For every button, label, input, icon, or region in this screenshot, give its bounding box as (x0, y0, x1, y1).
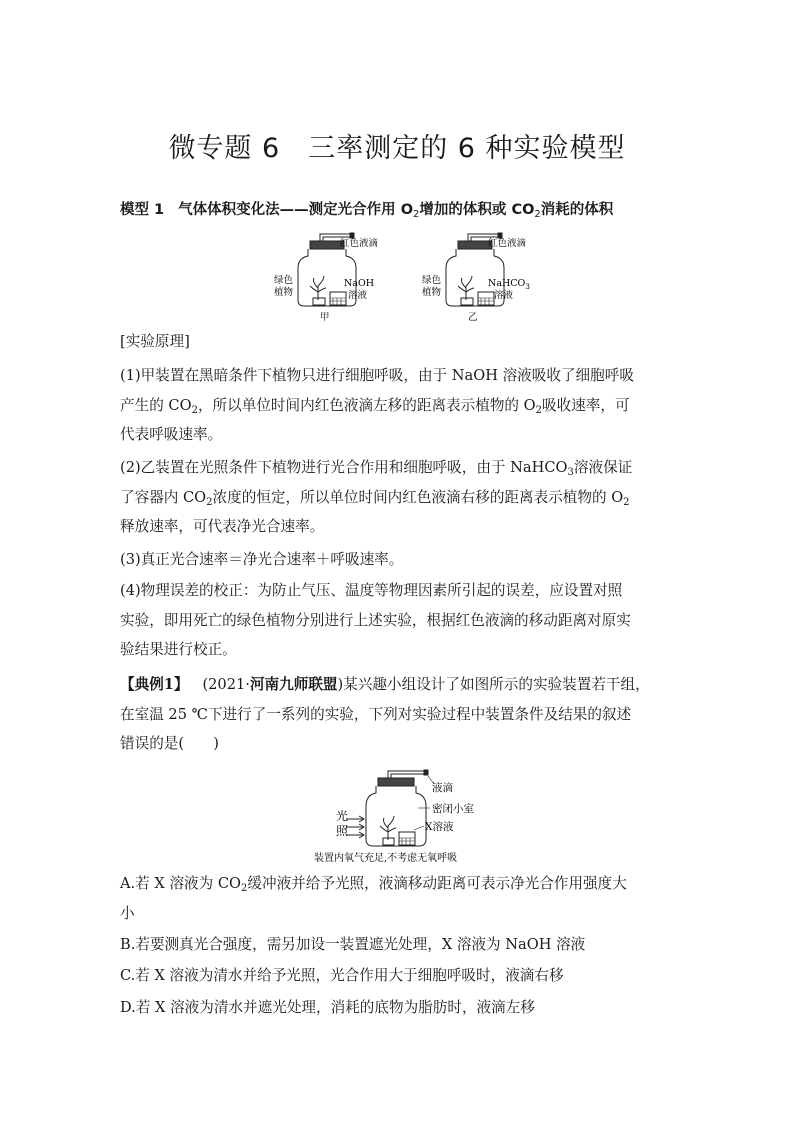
option-a-text-a: A.若 X 溶液为 CO (120, 875, 241, 892)
p1-line2b: ，所以单位时间内红色液滴左移的距离表示植物的 O (197, 396, 536, 414)
p2-line3: 释放速率，可代表净光合速率。 (120, 518, 325, 535)
example-line1 (120, 670, 680, 700)
example-line2: 在室温 25 ℃下进行了一系列的实验，下列对实验过程中装置条件及结果的叙述 (120, 705, 632, 723)
apparatus-figure-2 (306, 764, 506, 866)
p2-sub2: 2 (623, 496, 630, 508)
option-a-line1 (120, 869, 680, 899)
drop-x (424, 770, 428, 775)
option-b[interactable]: B.若要测真光合强度，需另加设一装置遮光处理，X 溶液为 NaOH 溶液 (120, 936, 586, 953)
stopper-jia (310, 241, 344, 249)
plant-jia (310, 276, 326, 300)
pot-jia (313, 298, 325, 305)
p2-sub: 3 (567, 467, 574, 478)
beaker-yi (478, 292, 494, 305)
solution-label-yi-1: NaHCO$_3$ (488, 278, 530, 291)
model1-heading (120, 198, 613, 219)
light-arrow-2 (346, 824, 364, 830)
model1-label: 模型 1 (120, 202, 165, 218)
model1-sub-b: 2 (534, 209, 541, 220)
model1-sub-a: 2 (413, 209, 420, 220)
apparatus-x (346, 770, 434, 846)
drop-label-yi: 红色液滴 (488, 238, 527, 249)
p2-sub1: 2 (206, 496, 213, 508)
beaker-x (399, 832, 415, 845)
solution-label-jia-1: NaOH (344, 278, 375, 289)
beaker-jia (330, 292, 346, 305)
jar-x (366, 786, 426, 846)
solution-label-jia-2: 溶液 (348, 290, 368, 301)
option-a-text-b: 缓冲液并给予光照，液滴移动距离可表示净光合作用强度大 (247, 875, 627, 892)
p4-line2: 实验，即用死亡的绿色植物分别进行上述实验，根据红色液滴的移动距离对原实 (120, 611, 631, 629)
light-label-2: 照 (336, 824, 349, 838)
tube-x-inner (391, 774, 428, 778)
solution-hatch-jia (330, 298, 346, 305)
model1-heading-c: 消耗的体积 (540, 202, 614, 218)
paragraph-2 (120, 453, 680, 542)
plant-x (380, 816, 396, 840)
solution-hatch-yi (478, 298, 494, 305)
p2-line2 (120, 483, 680, 513)
example-line1-rest: 某兴趣小组设计了如图所示的实验装置若干组， (343, 676, 650, 693)
principle-heading: [实验原理] (120, 333, 190, 350)
p4-line1: (4)物理误差的校正：为防止气压、温度等物理因素所引起的误差，应设置对照 (120, 582, 623, 599)
pot-yi (461, 298, 473, 305)
p1-line3: 代表呼吸速率。 (120, 426, 223, 443)
example-source-open: (2021· (202, 676, 250, 693)
solution-label-x: X溶液 (425, 821, 454, 833)
drop-label-x: 液滴 (432, 782, 453, 794)
title-part1: 微专题 6 (168, 133, 281, 164)
option-d[interactable]: D.若 X 溶液为清水并遮光处理，消耗的底物为脂肪时，液滴左移 (120, 999, 535, 1016)
example-tag: 【典例1】 (120, 676, 189, 693)
plant-yi (458, 276, 474, 300)
title-part2: 三率测定的 6 种实验模型 (308, 133, 626, 164)
apparatus-figure-1 (270, 226, 550, 324)
option-c[interactable]: C.若 X 溶液为清水并给予光照，光合作用大于细胞呼吸时，液滴右移 (120, 967, 564, 984)
p1-line2c: 吸收速率，可 (541, 396, 630, 414)
figure2-caption: 装置内氧气充足,不考虑无氧呼吸 (314, 853, 458, 864)
p2-line2a: 了容器内 CO (120, 488, 207, 506)
p2-line1b: 溶液保证 (573, 459, 633, 476)
example-source-close: ) (337, 676, 344, 693)
example-question (120, 670, 680, 759)
plant-label-yi-2: 植物 (422, 287, 442, 298)
light-arrow-3 (346, 832, 364, 838)
page-title (0, 126, 794, 165)
p1-sub2: 2 (535, 404, 542, 416)
light-label-1: 光 (336, 809, 349, 823)
drop-label-jia: 红色液滴 (340, 238, 379, 249)
caption-jia: 甲 (320, 312, 330, 323)
solution-leader-line (414, 826, 424, 830)
p2-line1a: (2)乙装置在光照条件下植物进行光合作用和细胞呼吸，由于 NaHCO (120, 459, 568, 476)
stopper-yi (458, 241, 492, 249)
caption-yi: 乙 (468, 312, 478, 323)
solution-label-yi-2: 溶液 (494, 290, 514, 301)
paragraph-3: (3)真正光合速率＝净光合速率＋呼吸速率。 (120, 551, 404, 568)
model1-heading-b: 增加的体积或 CO (419, 202, 535, 218)
stopper-x (378, 778, 414, 786)
option-a-line2: 小 (120, 904, 135, 922)
model1-heading-a: 气体体积变化法——测定光合作用 O (178, 202, 414, 218)
plant-label-jia-2: 植物 (274, 287, 294, 298)
p1-line2a: 产生的 CO (120, 396, 192, 414)
p2-line1 (120, 453, 680, 483)
p4-line3: 验结果进行校正。 (120, 641, 237, 658)
p2-line2b: 浓度的恒定，所以单位时间内红色液滴右移的距离表示植物的 O (212, 488, 624, 506)
p1-line2 (120, 391, 680, 421)
solution-hatch-x (399, 838, 415, 845)
plant-label-yi-1: 绿色 (422, 275, 442, 286)
option-a[interactable] (120, 869, 680, 928)
p1-line1: (1)甲装置在黑暗条件下植物只进行细胞呼吸，由于 NaOH 溶液吸收了细胞呼吸 (120, 367, 634, 384)
chamber-label-x: 密闭小室 (432, 803, 474, 815)
example-line3: 错误的是( ) (120, 735, 219, 752)
plant-label-jia-1: 绿色 (274, 275, 294, 286)
light-arrow-1 (346, 816, 364, 822)
example-source-name: 河南九师联盟 (249, 676, 338, 693)
paragraph-4 (120, 576, 680, 665)
paragraph-1 (120, 361, 680, 450)
option-a-sub: 2 (241, 883, 248, 894)
p1-sub1: 2 (191, 404, 198, 416)
